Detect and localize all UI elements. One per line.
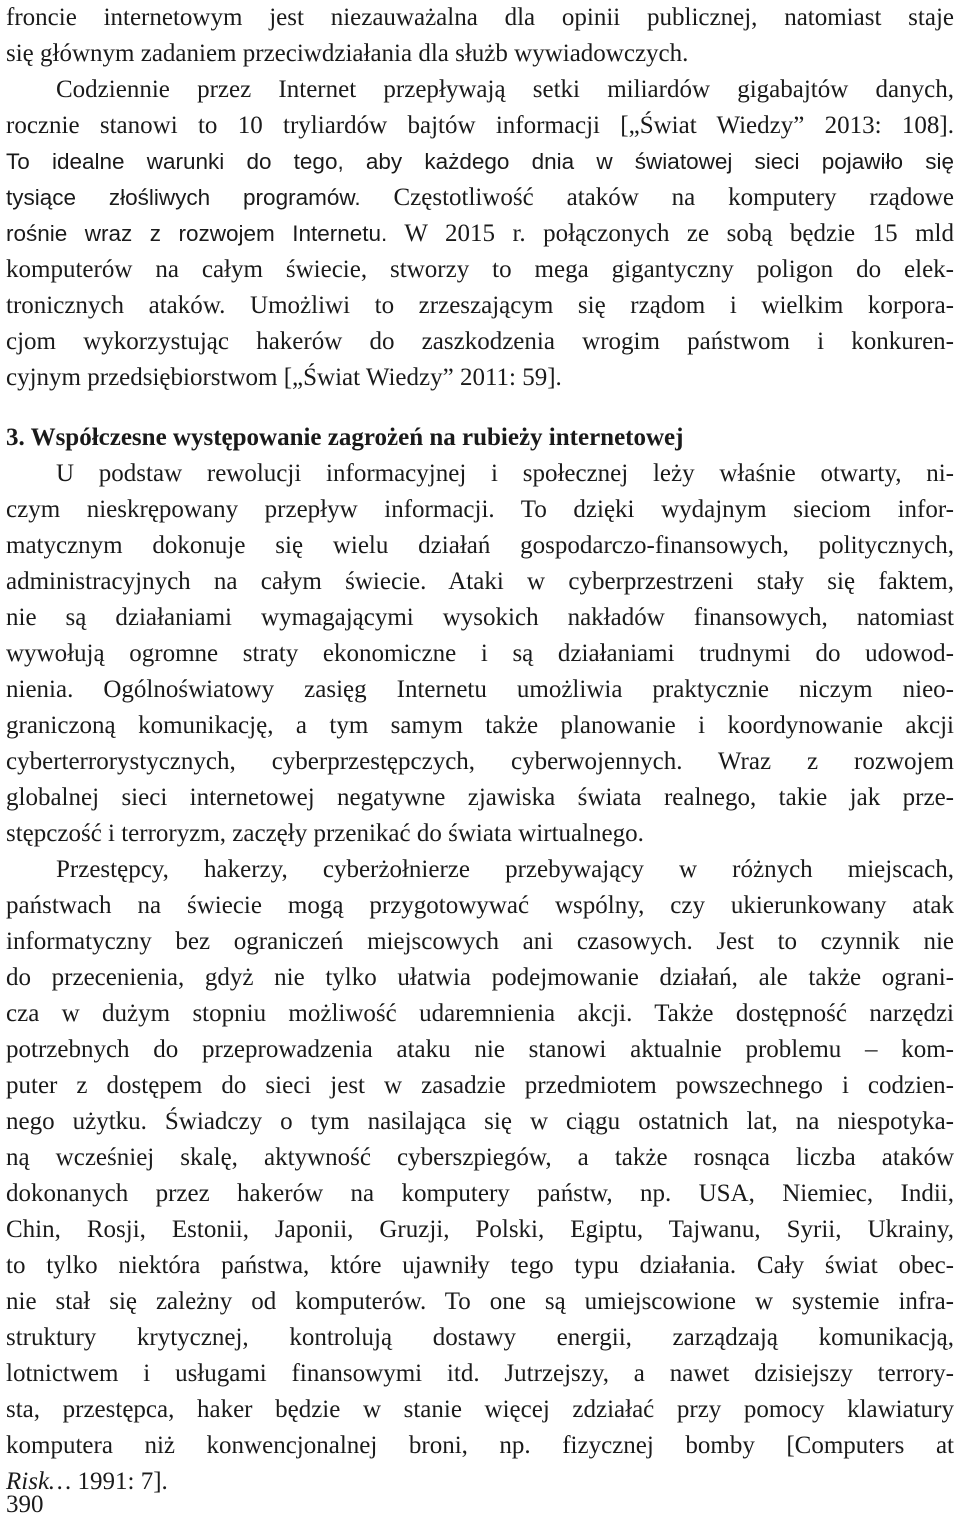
text-line: komputera niż konwencjonalnej broni, np. fizycznej bomby [Computers at [6, 1432, 954, 1459]
section-title: Współczesne występowanie zagrożeń na rubieży internetowej [30, 424, 684, 451]
text-line: Przestępcy, hakerzy, cyberżołnierze przebywający w różnych miejscach, [56, 856, 954, 883]
text-line: komputerów na całym świecie, stworzy to mega gigantyczny poligon do elek- [6, 256, 954, 283]
text-line: państwach na świecie mogą przygotowywać wspólny, czy ukierunkowany atak [6, 892, 954, 919]
text-fragment: Częstotliwość ataków na komputery rządowe [360, 184, 955, 211]
text-line: tronicznych ataków. Umożliwi to zrzeszającym się rządom i wielkim korpora- [6, 292, 954, 319]
text-line: matycznym dokonuje się wielu działań gospodarczo-finansowych, politycznych, [6, 532, 954, 559]
text-line: nie stał się zależny od komputerów. To one są umiejscowione w systemie infra- [6, 1288, 954, 1315]
text-line: cyberterrorystycznych, cyberprzestępczych, cyberwojennych. Wraz z rozwojem [6, 748, 954, 775]
text-line: globalnej sieci internetowej negatywne zjawiska świata realnego, takie jak prze- [6, 784, 954, 811]
text-line: To idealne warunki do tego, aby każdego dnia w światowej sieci pojawiło się [6, 149, 954, 174]
text-line: cjom wykorzystując hakerów do zaszkodzenia wrogim państwom i konkuren- [6, 328, 954, 355]
text-line: sta, przestępca, haker będzie w stanie więcej zdziałać przy pomocy klawiatury [6, 1396, 954, 1423]
text-line: cza w dużym stopniu możliwość udaremnienia akcji. Także dostępność narzędzi [6, 1000, 954, 1027]
text-line: czym nieskrępowany przepływ informacji. To dzięki wydajnym sieciom infor- [6, 496, 954, 523]
text-line-mixed [6, 216, 954, 252]
text-line: rocznie stanowi to 10 tryliardów bajtów informacji [„Świat Wiedzy” 2013: 108]. [6, 112, 954, 139]
spacer [6, 396, 954, 420]
text-line: froncie internetowym jest niezauważalna dla opinii publicznej, natomiast staje [6, 4, 954, 31]
text-fragment: 1991: 7]. [71, 1468, 168, 1495]
text-line: nego użytku. Świadczy o tym nasilająca się w ciągu ostatnich lat, na niespotyka- [6, 1108, 954, 1135]
text-line: puter z dostępem do sieci jest w zasadzie przedmiotem powszechnego i codzien- [6, 1072, 954, 1099]
text-fragment: W 2015 r. połączonych ze sobą będzie 15 mld [387, 220, 954, 247]
text-line: graniczoną komunikację, a tym samym także planowanie i koordynowanie akcji [6, 712, 954, 739]
text-line: informatyczny bez ograniczeń miejscowych ani czasowych. Jest to czynnik nie [6, 928, 954, 955]
text-line: administracyjnych na całym świecie. Ataki w cyberprzestrzeni stały się faktem, [6, 568, 954, 595]
text-fragment: rośnie wraz z rozwojem Internetu. [6, 221, 388, 246]
text-line: dokonanych przez hakerów na komputery państw, np. USA, Niemiec, Indii, [6, 1180, 954, 1207]
text-line: Chin, Rosji, Estonii, Japonii, Gruzji, Polski, Egiptu, Tajwanu, Syrii, Ukrainy, [6, 1216, 954, 1243]
paragraph [6, 852, 954, 1500]
text-line: Codziennie przez Internet przepływają setki miliardów gigabajtów danych, [56, 76, 954, 103]
text-line: U podstaw rewolucji informacyjnej i społecznej leży właśnie otwarty, ni- [56, 460, 954, 487]
text-line: nie są działaniami wymagającymi wysokich nakładów finansowych, natomiast [6, 604, 954, 631]
paragraph-continuation [6, 0, 954, 72]
text-line: to tylko niektóra państwa, które ujawniły tego typu działania. Cały świat obec- [6, 1252, 954, 1279]
text-line-mixed [6, 180, 954, 216]
paragraph [6, 72, 954, 396]
section-number: 3. [6, 424, 25, 451]
text-line: wywołują ogromne straty ekonomiczne i są działaniami trudnymi do udowod- [6, 640, 954, 667]
text-line: ną wcześniej skalę, aktywność cyberszpiegów, a także rosnąca liczba ataków [6, 1144, 954, 1171]
page-number: 390 [6, 1491, 44, 1518]
document-page [6, 0, 954, 1500]
section-heading [6, 420, 954, 456]
text-line: nienia. Ogólnoświatowy zasięg Internetu umożliwia praktycznie niczym nieo- [6, 676, 954, 703]
text-line: potrzebnych do przeprowadzenia ataku nie stanowi aktualnie problemu – kom- [6, 1036, 954, 1063]
text-fragment: tysiące złośliwych programów. [6, 185, 361, 210]
paragraph [6, 456, 954, 852]
text-line: cyjnym przedsiębiorstwom [„Świat Wiedzy” 2011: 59]. [6, 364, 562, 391]
text-line: lotnictwem i usługami finansowymi itd. Jutrzejszy, a nawet dzisiejszy terrory- [6, 1360, 954, 1387]
citation-title: Risk… [6, 1468, 72, 1495]
text-line [6, 1464, 954, 1500]
text-line: się głównym zadaniem przeciwdziałania dla służb wywiadowczych. [6, 40, 689, 67]
text-line: struktury krytycznej, kontrolują dostawy energii, zarządzają komunikacją, [6, 1324, 954, 1351]
text-line: do przecenienia, gdyż nie tylko ułatwia podejmowanie działań, ale także ograni- [6, 964, 954, 991]
text-line: stępczość i terroryzm, zaczęły przenikać do świata wirtualnego. [6, 820, 644, 847]
